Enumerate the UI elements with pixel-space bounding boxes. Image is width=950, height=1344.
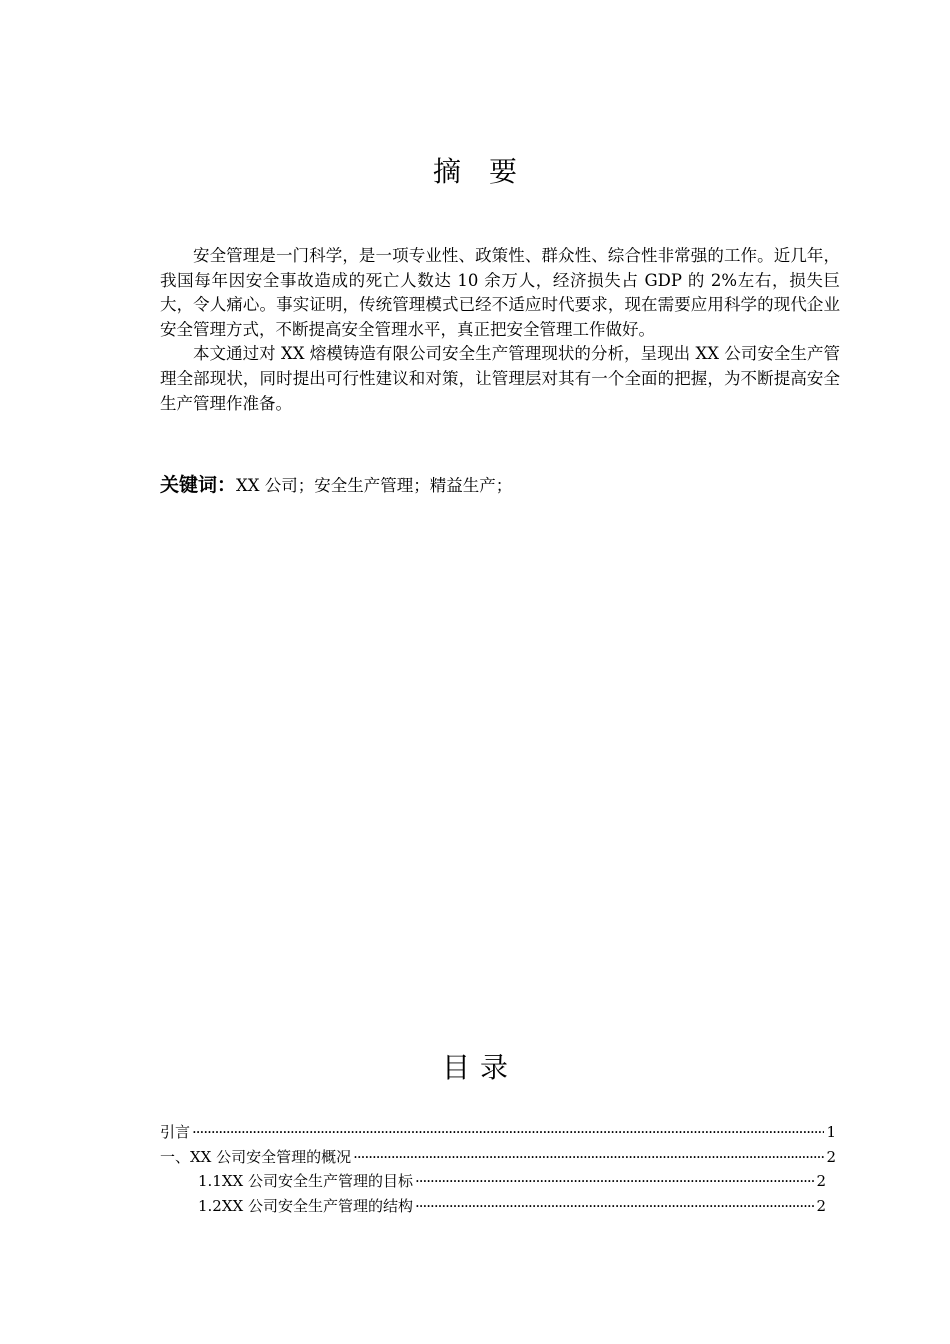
- toc-entry-page: 2: [826, 1147, 836, 1166]
- abstract-paragraph-2: 本文通过对 XX 熔模铸造有限公司安全生产管理现状的分析，呈现出 XX 公司安全生产管理全部现状，同时提出可行性建议和对策，让管理层对其有一个全面的把握，为不断提高安全生产管理作准备。: [160, 344, 840, 413]
- toc-dot-leader: [415, 1169, 814, 1194]
- toc-dot-leader: [192, 1120, 824, 1145]
- toc-entry-text: 引言: [160, 1123, 191, 1141]
- toc-title: 目录: [441, 1051, 518, 1084]
- toc-entry[interactable]: [160, 1120, 836, 1145]
- toc-entry-text: 1.2XX 公司安全生产管理的结构: [198, 1196, 413, 1215]
- keywords-text: XX 公司；安全生产管理；精益生产；: [236, 476, 513, 495]
- toc-list: [160, 1120, 836, 1218]
- toc-entry-page: 2: [816, 1172, 826, 1190]
- toc-entry[interactable]: [160, 1145, 836, 1170]
- toc-entry-page: 1: [826, 1123, 836, 1141]
- toc-entry[interactable]: [160, 1194, 836, 1219]
- toc-entry-text: 一、XX 公司安全管理的概况: [160, 1147, 352, 1166]
- toc-entry-text: 1.1XX 公司安全生产管理的目标: [198, 1172, 413, 1190]
- toc-dot-leader: [415, 1194, 814, 1219]
- toc-entry-page: 2: [816, 1196, 826, 1215]
- keywords-label: 关键词：: [160, 474, 237, 496]
- keywords-line: [160, 470, 840, 501]
- abstract-title: 摘要: [432, 155, 545, 188]
- abstract-paragraph-1: 安全管理是一门科学，是一项专业性、政策性、群众性、综合性非常强的工作。近几年，我国每年因安全事故造成的死亡人数达 10 余万人，经济损失占 GDP 的 2%左右，损失巨大，令人痛心。事实证明，传统管理模式已经不适应时代要求，现在需要应用科学的现代企业安全管理方式，不断提高安全管理水平，真正把安全管理工作做好。: [160, 246, 840, 339]
- toc-dot-leader: [353, 1145, 824, 1170]
- abstract-body: [160, 244, 840, 416]
- toc-entry[interactable]: [160, 1169, 836, 1194]
